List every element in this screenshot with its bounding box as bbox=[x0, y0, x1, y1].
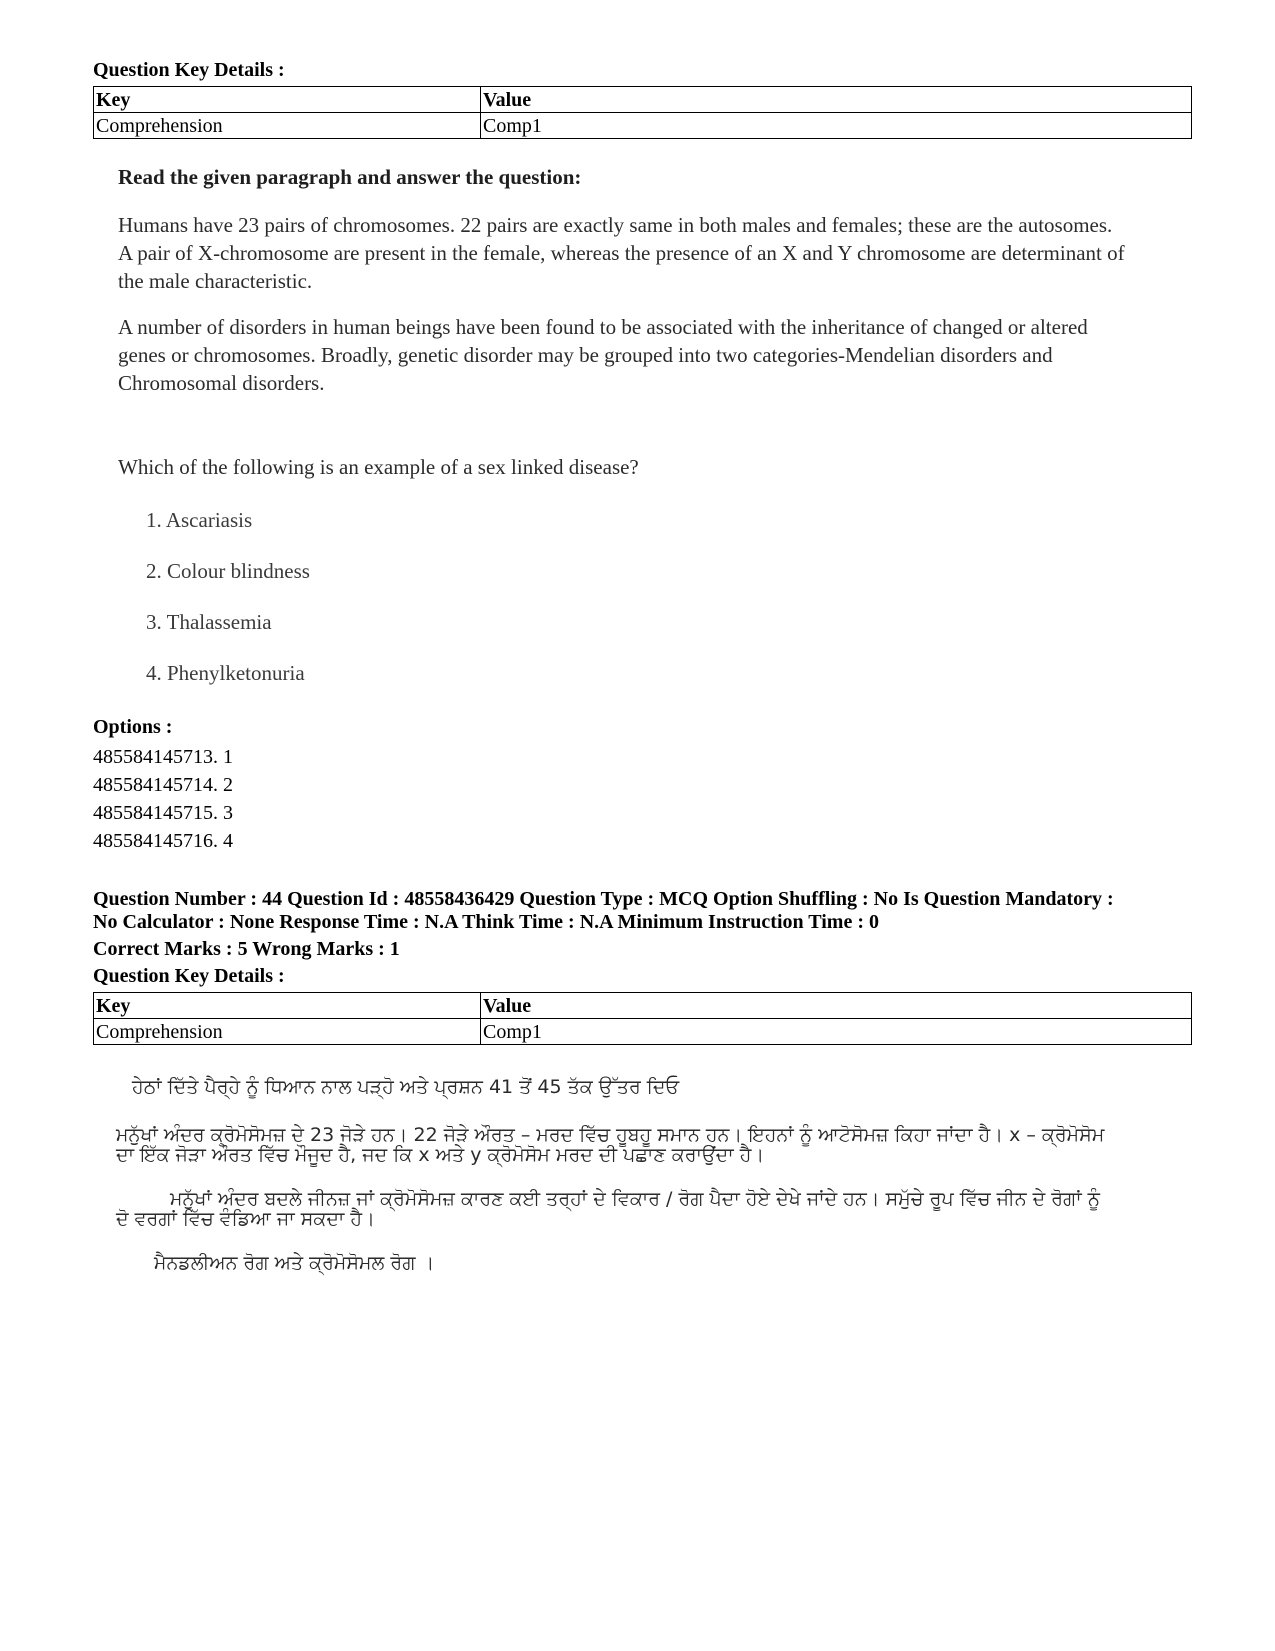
table-header-key: Key bbox=[94, 87, 481, 113]
table-header-value: Value bbox=[481, 87, 1192, 113]
punjabi-paragraph-1-line-2: ਦਾ ਇੱਕ ਜੋੜਾ ਔਰਤ ਵਿੱਚ ਮੌਜੂਦ ਹੈ, ਜਦ ਕਿ x ਅਤੇ y ਕ੍ਰੋਮੋਸੋਮ ਮਰਦ ਦੀ ਪਛਾਣ ਕਰਾਉਂਦਾ ਹੈ। bbox=[116, 1144, 765, 1166]
marks-line: Correct Marks : 5 Wrong Marks : 1 bbox=[93, 938, 400, 960]
passage-heading: Read the given paragraph and answer the question: bbox=[118, 165, 582, 189]
options-label: Options : bbox=[93, 716, 173, 738]
table-cell-value: Comp1 bbox=[481, 1019, 1192, 1045]
table-header-row bbox=[94, 993, 1192, 1019]
table-header-row bbox=[94, 87, 1192, 113]
option-item: 485584145713. 1 bbox=[93, 746, 233, 768]
punjabi-intro-line: ਹੇਠਾਂ ਦਿੱਤੇ ਪੈਰ੍ਹੇ ਨੂੰ ਧਿਆਨ ਨਾਲ ਪੜ੍ਹੋ ਅਤੇ ਪ੍ਰਸ਼ਨ 41 ਤੋਂ 45 ਤੱਕ ਉੱਤਰ ਦਿਓ bbox=[132, 1076, 680, 1098]
table-row bbox=[94, 113, 1192, 139]
table-cell-key: Comprehension bbox=[94, 1019, 481, 1045]
key-details-label: Question Key Details : bbox=[93, 59, 285, 81]
choice-4: 4. Phenylketonuria bbox=[146, 661, 305, 685]
table-header-key: Key bbox=[94, 993, 481, 1019]
table-header-value: Value bbox=[481, 993, 1192, 1019]
table-cell-value: Comp1 bbox=[481, 113, 1192, 139]
passage-paragraph-1: Humans have 23 pairs of chromosomes. 22 pairs are exactly same in both males and females; these are the autosomes. A pair of X-chromosome are present in the female, whereas the presence of an X and Y chromosome are determinant of the male characteristic. bbox=[118, 213, 1125, 293]
table-row bbox=[94, 1019, 1192, 1045]
punjabi-paragraph-2-line-1: ਮਨੁੱਖਾਂ ਅੰਦਰ ਬਦਲੇ ਜੀਨਜ਼ ਜਾਂ ਕ੍ਰੋਮੋਸੋਮਜ਼ ਕਾਰਣ ਕਈ ਤਰ੍ਹਾਂ ਦੇ ਵਿਕਾਰ / ਰੋਗ ਪੈਦਾ ਹੋਏ ਦੇਖੇ ਜਾਂਦੇ ਹਨ। ਸਮੁੱਚੇ ਰੂਪ ਵਿੱਚ ਜੀਨ ਦੇ ਰੋਗਾਂ ਨੂੰ bbox=[170, 1188, 1100, 1210]
choice-2: 2. Colour blindness bbox=[146, 559, 310, 583]
punjabi-paragraph-1-line-1: ਮਨੁੱਖਾਂ ਅੰਦਰ ਕ੍ਰੋਮੋਸੋਮਜ਼ ਦੇ 23 ਜੋੜੇ ਹਨ। 22 ਜੋੜੇ ਔਰਤ – ਮਰਦ ਵਿੱਚ ਹੂਬਹੂ ਸਮਾਨ ਹਨ। ਇਹਨਾਂ ਨੂੰ ਆਟੋਸੋਮਜ਼ ਕਿਹਾ ਜਾਂਦਾ ਹੈ। x – ਕ੍ਰੋਮੋਸੋਮ bbox=[116, 1124, 1105, 1146]
key-details-table bbox=[93, 86, 1192, 139]
punjabi-paragraph-2-line-2: ਦੋ ਵਰਗਾਂ ਵਿੱਚ ਵੰਡਿਆ ਜਾ ਸਕਦਾ ਹੈ। bbox=[116, 1208, 375, 1230]
question-text: Which of the following is an example of a sex linked disease? bbox=[118, 455, 639, 479]
key-details-table-2 bbox=[93, 992, 1192, 1045]
question-meta-line-1: Question Number : 44 Question Id : 48558436429 Question Type : MCQ Option Shuffling : No Is Question Mandatory : bbox=[93, 888, 1114, 910]
choice-1: 1. Ascariasis bbox=[146, 508, 253, 532]
punjabi-closing-line: ਮੈਨਡਲੀਅਨ ਰੋਗ ਅਤੇ ਕ੍ਰੋਮੋਸੋਮਲ ਰੋਗ । bbox=[154, 1252, 435, 1274]
option-item: 485584145714. 2 bbox=[93, 774, 233, 796]
passage-paragraph-2: A number of disorders in human beings have been found to be associated with the inheritance of changed or altered genes or chromosomes. Broadly, genetic disorder may be grouped into two categories-Mendelian disorders and Chromosomal disorders. bbox=[118, 315, 1088, 395]
option-item: 485584145715. 3 bbox=[93, 802, 233, 824]
question-meta-line-2: No Calculator : None Response Time : N.A Think Time : N.A Minimum Instruction Time : 0 bbox=[93, 911, 879, 933]
key-details-label-2: Question Key Details : bbox=[93, 965, 285, 987]
option-item: 485584145716. 4 bbox=[93, 830, 233, 852]
options-list bbox=[93, 743, 233, 855]
choice-3: 3. Thalassemia bbox=[146, 610, 272, 634]
table-cell-key: Comprehension bbox=[94, 113, 481, 139]
